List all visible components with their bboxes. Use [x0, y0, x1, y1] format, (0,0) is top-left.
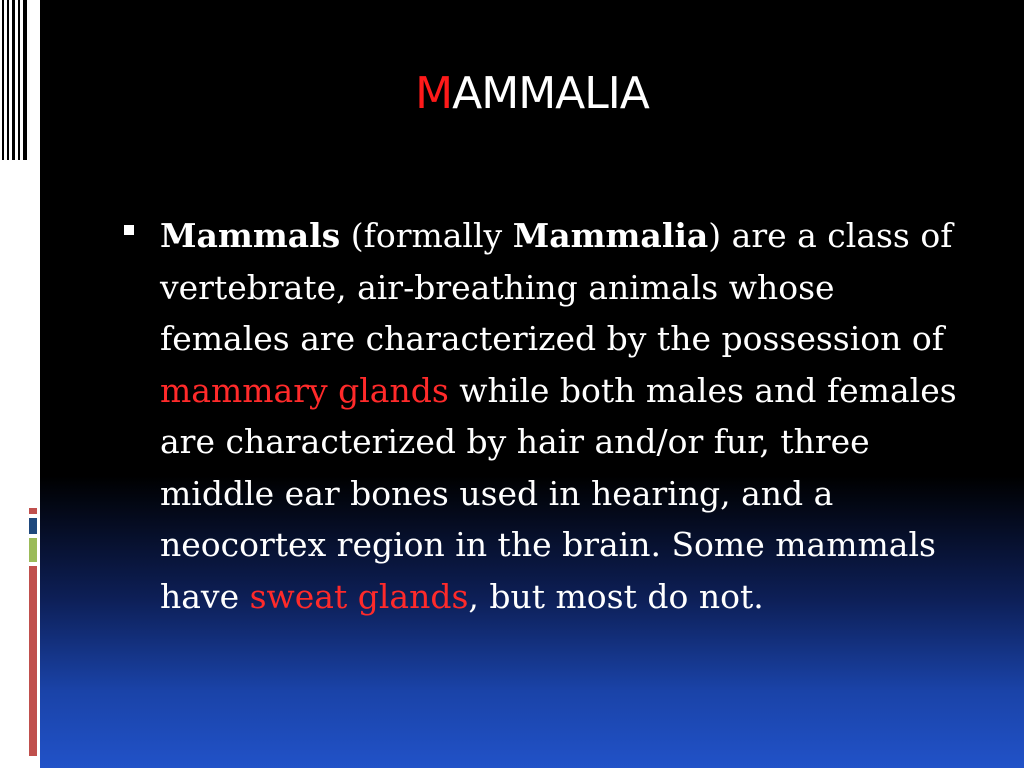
- slide-body: [124, 210, 974, 622]
- accent-bar-green: [29, 538, 37, 562]
- link-sweat-glands[interactable]: sweat glands: [249, 576, 469, 616]
- bullet-text: [160, 210, 974, 622]
- text-segment: , but most do not.: [468, 576, 764, 616]
- term-mammals: Mammals: [160, 216, 341, 255]
- accent-bar-red: [29, 566, 37, 756]
- bullet-item: [124, 210, 974, 622]
- link-mammary-glands[interactable]: mammary glands: [160, 370, 449, 410]
- square-bullet-icon: [124, 225, 134, 235]
- text-segment: ) are a class of vertebrate, air-breathing animals whose females are characterized by the possession of: [160, 216, 953, 358]
- text-segment: (formally: [340, 216, 513, 255]
- decorative-side-strip: [0, 0, 40, 768]
- title-rest: AMMALIA: [452, 68, 649, 119]
- decorative-stripes: [0, 0, 30, 160]
- accent-bar-red-top: [29, 508, 37, 514]
- term-mammalia: Mammalia: [512, 216, 709, 255]
- title-first-letter: M: [415, 68, 453, 119]
- text-segment: while both males and females are characterized by hair and/or fur, three middle ear bones used in hearing, and a neocortex region in the brain. Some mammals have: [160, 370, 957, 616]
- slide-title: [40, 68, 1024, 119]
- accent-bar-blue: [29, 518, 37, 534]
